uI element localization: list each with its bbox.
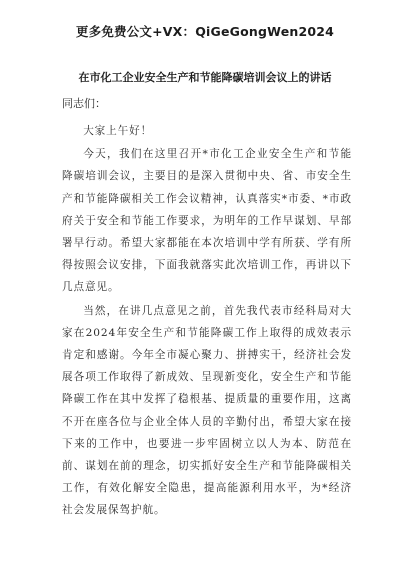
salutation: 同志们： xyxy=(62,97,106,110)
promo-banner: 更多免费公文+VX：QiGeGongWen2024 xyxy=(75,24,335,39)
paragraph-thanks: 当然，在讲几点意见之前，首先我代表市经科局对大家在2024年安全生产和节能降碳工作上取得的成效表示肯定和感谢。今年全市凝心聚力、拼搏实干，经济社会发展各项工作取得了新成效、呈现新变化，安全生产和节能降碳工作在其中发挥了稳根基、提质量的重要作用，这离不开在座各位与企业全体人员的辛勤付出，希望大家在接下来的工作中，也要进一步牢固树立以人为本、防范在前、谋划在前的理念，切实抓好安全生产和节能降碳相关工作，有效化解安全隐患，提高能源利用水平，为*经济社会发展保驾护航。 xyxy=(62,304,352,517)
paragraph-greeting: 大家上午好！ xyxy=(83,125,153,137)
document-body xyxy=(62,120,352,523)
document-title: 在市化工企业安全生产和节能降碳培训会议上的讲话 xyxy=(78,71,332,84)
paragraph-intro: 今天，我们在这里召开*市化工企业安全生产和节能降碳培训会议，主要目的是深入贯彻中央、省、市安全生产和节能降碳相关工作会议精神，认真落实*市委、*市政府关于安全和节能工作要求，为明年的工作早谋划、早部署早行动。希望大家都能在本次培训中学有所获、学有所得按照会议安排，下面我就落实此次培训工作，再讲以下几点意见。 xyxy=(62,148,352,294)
